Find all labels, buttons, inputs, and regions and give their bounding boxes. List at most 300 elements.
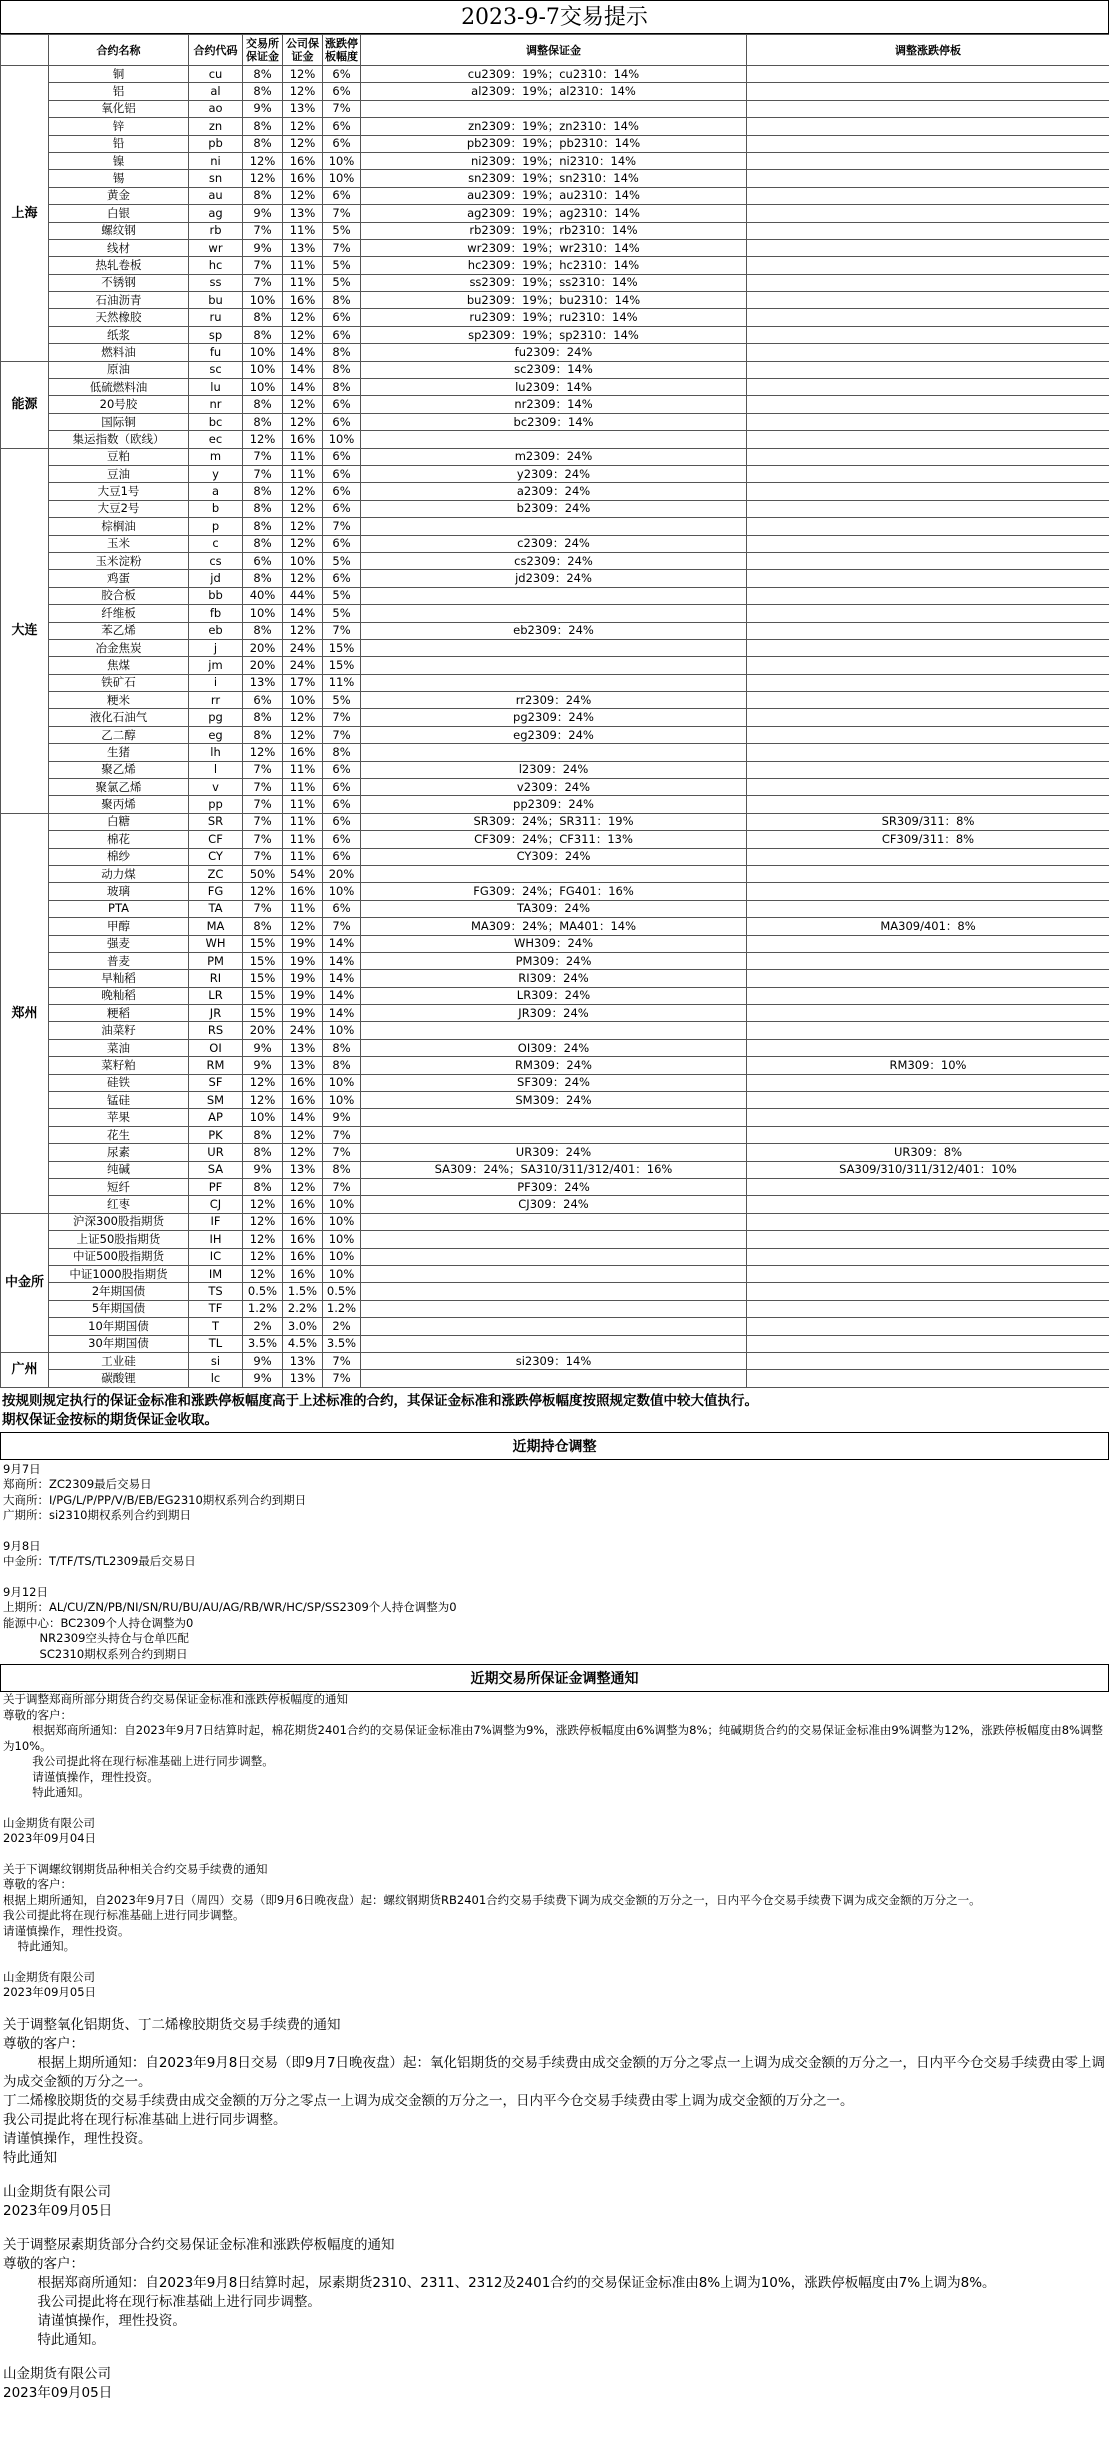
notice-line: 请谨慎操作，理性投资。 [3,1769,159,1784]
adjusted-limit-cell [747,483,1109,500]
exchange-margin-cell: 8% [243,66,283,83]
company-margin-cell: 14% [283,1109,323,1126]
margin-table-body [1,35,1109,1388]
adjusted-limit-cell [747,987,1109,1004]
notice-line [3,2168,1106,2183]
company-margin-cell: 19% [283,970,323,987]
table-row [1,1318,1109,1335]
limit-range-cell: 7% [323,1126,361,1143]
contract-code-cell: AP [189,1109,243,1126]
notice-line: 尊敬的客户： [3,2035,84,2052]
table-row [1,152,1109,169]
exchange-margin-cell: 8% [243,413,283,430]
adjusted-margin-cell: y2309：24% [361,465,747,482]
exchange-margin-cell: 7% [243,222,283,239]
adjusted-margin-cell [361,639,747,656]
adjusted-limit-cell [747,605,1109,622]
contract-name-cell: 国际铜 [49,413,189,430]
limit-range-cell: 1.2% [323,1300,361,1317]
contract-name-cell: 聚丙烯 [49,796,189,813]
limit-range-cell: 8% [323,1161,361,1178]
adjusted-limit-cell [747,883,1109,900]
company-margin-cell: 12% [283,918,323,935]
adjusted-margin-cell [361,1370,747,1387]
exchange-cell: 广州 [1,1352,49,1387]
company-margin-cell: 16% [283,1231,323,1248]
contract-name-cell: 苯乙烯 [49,622,189,639]
adjusted-limit-cell [747,1126,1109,1143]
table-row [1,813,1109,830]
exchange-margin-cell: 2% [243,1318,283,1335]
table-row [1,1074,1109,1091]
notice-line: 特此通知。 [3,1785,90,1800]
contract-name-cell: 豆粕 [49,448,189,465]
adjusted-limit-cell [747,66,1109,83]
contract-name-cell: 甲醇 [49,918,189,935]
contract-name-cell: 铅 [49,135,189,152]
company-margin-cell: 12% [283,413,323,430]
contract-code-cell: p [189,518,243,535]
contract-name-cell: PTA [49,900,189,917]
table-row [1,361,1109,378]
exchange-margin-cell: 20% [243,639,283,656]
limit-range-cell: 7% [323,239,361,256]
exchange-margin-cell: 7% [243,900,283,917]
exchange-margin-cell: 9% [243,1161,283,1178]
table-row [1,970,1109,987]
company-margin-cell: 12% [283,709,323,726]
limit-range-cell: 2% [323,1318,361,1335]
contract-code-cell: al [189,83,243,100]
table-row [1,1144,1109,1161]
company-margin-cell: 24% [283,657,323,674]
adjusted-margin-cell: ss2309：19%；ss2310：14% [361,274,747,291]
adjusted-limit-cell [747,1335,1109,1352]
company-margin-cell: 24% [283,1022,323,1039]
exchange-margin-cell: 15% [243,952,283,969]
rule-note-line: 期权保证金按标的期货保证金收取。 [2,1411,218,1428]
company-margin-cell: 11% [283,465,323,482]
company-margin-cell: 16% [283,1074,323,1091]
limit-range-cell: 10% [323,1213,361,1230]
adjusted-margin-cell: SA309：24%；SA310/311/312/401：16% [361,1161,747,1178]
company-margin-cell: 16% [283,883,323,900]
exchange-margin-cell: 8% [243,622,283,639]
position-date: 9月8日 [3,1538,41,1553]
company-margin-cell: 19% [283,952,323,969]
adjusted-margin-cell: JR309：24% [361,1005,747,1022]
company-margin-cell: 17% [283,674,323,691]
company-margin-cell: 12% [283,83,323,100]
exchange-margin-cell: 8% [243,709,283,726]
adjusted-limit-cell [747,796,1109,813]
contract-name-cell: 玉米淀粉 [49,552,189,569]
limit-range-cell: 7% [323,518,361,535]
exchange-cell: 郑州 [1,813,49,1213]
contract-name-cell: 上证50股指期货 [49,1231,189,1248]
contract-code-cell: JR [189,1005,243,1022]
contract-name-cell: 铝 [49,83,189,100]
adjusted-limit-cell [747,379,1109,396]
company-margin-cell: 10% [283,552,323,569]
exchange-margin-cell: 8% [243,570,283,587]
table-row [1,900,1109,917]
contract-name-cell: 黄金 [49,187,189,204]
exchange-margin-cell: 12% [243,1265,283,1282]
notice-title: 关于调整氧化铝期货、丁二烯橡胶期货交易手续费的通知 [3,2016,341,2033]
adjusted-margin-cell: b2309：24% [361,500,747,517]
exchange-cell: 大连 [1,448,49,813]
adjusted-limit-cell [747,239,1109,256]
adjusted-margin-cell: ag2309：19%；ag2310：14% [361,205,747,222]
company-margin-cell: 13% [283,1161,323,1178]
notice-line: 请谨慎操作，理性投资。 [3,2130,152,2147]
notice-title: 关于调整郑商所部分期货合约交易保证金标准和涨跌停板幅度的通知 [3,1692,348,1707]
adjusted-limit-cell: UR309：8% [747,1144,1109,1161]
company-margin-cell: 12% [283,570,323,587]
table-row [1,918,1109,935]
contract-code-cell: cs [189,552,243,569]
adjusted-margin-cell: SM309：24% [361,1092,747,1109]
exchange-margin-cell: 8% [243,726,283,743]
adjusted-margin-cell [361,1109,747,1126]
adjusted-margin-cell [361,431,747,448]
contract-name-cell: 10年期国债 [49,1318,189,1335]
table-row [1,448,1109,465]
table-row [1,865,1109,882]
company-margin-cell: 11% [283,222,323,239]
adjusted-limit-cell [747,744,1109,761]
exchange-margin-cell: 13% [243,674,283,691]
table-row [1,1126,1109,1143]
contract-code-cell: SR [189,813,243,830]
exchange-margin-cell: 15% [243,935,283,952]
adjusted-limit-cell [747,152,1109,169]
company-margin-cell: 16% [283,1248,323,1265]
company-margin-cell: 44% [283,587,323,604]
adjusted-margin-cell: bc2309：14% [361,413,747,430]
spacer [0,2221,1109,2236]
contract-name-cell: 尿素 [49,1144,189,1161]
adjusted-margin-cell: pg2309：24% [361,709,747,726]
adjusted-limit-cell [747,83,1109,100]
limit-range-cell: 5% [323,552,361,569]
exchange-margin-cell: 7% [243,465,283,482]
notice-line: 请谨慎操作，理性投资。 [3,1923,130,1938]
exchange-margin-cell: 8% [243,396,283,413]
contract-code-cell: sn [189,170,243,187]
adjusted-limit-cell [747,1092,1109,1109]
contract-code-cell: l [189,761,243,778]
limit-range-cell: 6% [323,500,361,517]
contract-code-cell: lc [189,1370,243,1387]
table-row [1,692,1109,709]
contract-code-cell: TS [189,1283,243,1300]
adjusted-margin-cell [361,1265,747,1282]
company-margin-cell: 12% [283,396,323,413]
limit-range-cell: 10% [323,1092,361,1109]
contract-name-cell: 5年期国债 [49,1300,189,1317]
contract-code-cell: c [189,535,243,552]
exchange-margin-cell: 50% [243,865,283,882]
limit-range-cell: 6% [323,118,361,135]
adjusted-margin-cell: ni2309：19%；ni2310：14% [361,152,747,169]
exchange-margin-cell: 12% [243,1213,283,1230]
adjusted-limit-cell [747,187,1109,204]
adjusted-margin-cell [361,1248,747,1265]
limit-range-cell: 14% [323,952,361,969]
exchange-margin-cell: 7% [243,274,283,291]
contract-name-cell: 粳稻 [49,1005,189,1022]
table-row [1,83,1109,100]
header-cell: 交易所保证金 [243,35,283,66]
notice-line: 尊敬的客户： [3,1707,72,1722]
company-margin-cell: 12% [283,500,323,517]
limit-range-cell: 6% [323,483,361,500]
table-row [1,1231,1109,1248]
adjusted-limit-cell [747,900,1109,917]
adjusted-margin-cell: UR309：24% [361,1144,747,1161]
company-margin-cell: 12% [283,726,323,743]
header-cell: 涨跌停板幅度 [323,35,361,66]
limit-range-cell: 6% [323,900,361,917]
contract-name-cell: 低硫燃料油 [49,379,189,396]
table-row [1,222,1109,239]
position-item: 中金所：T/TF/TS/TL2309最后交易日 [3,1554,196,1569]
contract-code-cell: RI [189,970,243,987]
limit-range-cell: 14% [323,1005,361,1022]
adjusted-limit-cell: CF309/311：8% [747,831,1109,848]
exchange-margin-cell: 12% [243,1092,283,1109]
contract-code-cell: bu [189,292,243,309]
limit-range-cell: 7% [323,205,361,222]
table-row [1,483,1109,500]
contract-code-cell: eb [189,622,243,639]
adjusted-margin-cell: bu2309：19%；bu2310：14% [361,292,747,309]
adjusted-margin-cell: lu2309：14% [361,379,747,396]
exchange-margin-cell: 15% [243,1005,283,1022]
contract-name-cell: 线材 [49,239,189,256]
table-row [1,952,1109,969]
notice-line [3,1801,1106,1816]
exchange-margin-cell: 8% [243,326,283,343]
table-row [1,1265,1109,1282]
adjusted-margin-cell: PM309：24% [361,952,747,969]
contract-code-cell: pg [189,709,243,726]
adjusted-limit-cell [747,257,1109,274]
header-cell: 调整涨跌停板 [747,35,1109,66]
exchange-margin-cell: 12% [243,431,283,448]
notice-title: 关于调整尿素期货部分合约交易保证金标准和涨跌停板幅度的通知 [3,2236,395,2253]
exchange-margin-cell: 8% [243,83,283,100]
company-margin-cell: 13% [283,205,323,222]
contract-code-cell: PF [189,1179,243,1196]
limit-range-cell: 11% [323,674,361,691]
company-margin-cell: 16% [283,152,323,169]
exchange-margin-cell: 7% [243,796,283,813]
company-margin-cell: 16% [283,292,323,309]
adjusted-limit-cell [747,1005,1109,1022]
exchange-margin-cell: 8% [243,118,283,135]
contract-code-cell: TA [189,900,243,917]
exchange-margin-cell: 9% [243,1370,283,1387]
adjusted-limit-cell [747,500,1109,517]
limit-range-cell: 7% [323,1352,361,1369]
adjusted-margin-cell: m2309：24% [361,448,747,465]
position-item: SC2310期权系列合约到期日 [3,1646,188,1661]
notice-line: 根据郑商所通知：自2023年9月8日结算时起，尿素期货2310、2311、2312及2401合约的交易保证金标准由8%上调为10%，涨跌停板幅度由7%上调为8%。 [3,2274,996,2291]
contract-code-cell: LR [189,987,243,1004]
limit-range-cell: 7% [323,1144,361,1161]
adjusted-margin-cell: a2309：24% [361,483,747,500]
header-cell: 公司保证金 [283,35,323,66]
adjusted-margin-cell: si2309：14% [361,1352,747,1369]
contract-name-cell: 棉纱 [49,848,189,865]
adjusted-limit-cell [747,657,1109,674]
notice-line: 我公司提此将在现行标准基础上进行同步调整。 [3,1754,274,1769]
exchange-margin-cell: 10% [243,379,283,396]
company-margin-cell: 3.0% [283,1318,323,1335]
company-margin-cell: 14% [283,361,323,378]
adjusted-limit-cell [747,865,1109,882]
contract-name-cell: 锡 [49,170,189,187]
contract-name-cell: 集运指数（欧线） [49,431,189,448]
contract-code-cell: CJ [189,1196,243,1213]
table-row [1,187,1109,204]
table-row [1,674,1109,691]
exchange-margin-cell: 8% [243,187,283,204]
spacer [0,1847,1109,1862]
adjusted-limit-cell [747,535,1109,552]
adjusted-limit-cell [747,274,1109,291]
contract-name-cell: 花生 [49,1126,189,1143]
table-row [1,657,1109,674]
spacer [0,2403,1109,2418]
contract-name-cell: 沪深300股指期货 [49,1213,189,1230]
contract-name-cell: 氧化铝 [49,100,189,117]
adjusted-margin-cell: al2309：19%；al2310：14% [361,83,747,100]
adjusted-margin-cell: l2309：24% [361,761,747,778]
table-row [1,205,1109,222]
contract-name-cell: 短纤 [49,1179,189,1196]
adjusted-limit-cell [747,118,1109,135]
contract-code-cell: CY [189,848,243,865]
limit-range-cell: 8% [323,1039,361,1056]
limit-range-cell: 6% [323,413,361,430]
adjusted-limit-cell [747,709,1109,726]
contract-name-cell: 焦煤 [49,657,189,674]
adjusted-limit-cell [747,326,1109,343]
adjusted-limit-cell [747,779,1109,796]
adjusted-margin-cell [361,1300,747,1317]
limit-range-cell: 7% [323,622,361,639]
table-row [1,1283,1109,1300]
table-header-row [1,35,1109,66]
company-margin-cell: 13% [283,1352,323,1369]
limit-range-cell: 6% [323,535,361,552]
notice-line: 根据上期所通知：自2023年9月8日交易（即9月7日晚夜盘）起：氧化铝期货的交易手续费由成交金额的万分之零点一上调为成交金额的万分之一，日内平今仓交易手续费由零上调为成交金额的万分之一。 [3,2054,1106,2090]
table-row [1,292,1109,309]
contract-code-cell: CF [189,831,243,848]
adjusted-margin-cell: sn2309：19%；sn2310：14% [361,170,747,187]
exchange-margin-cell: 10% [243,292,283,309]
limit-range-cell: 6% [323,187,361,204]
adjusted-limit-cell [747,1039,1109,1056]
table-row [1,622,1109,639]
notice-line: 请谨慎操作，理性投资。 [3,2312,186,2329]
company-margin-cell: 54% [283,865,323,882]
contract-name-cell: 苹果 [49,1109,189,1126]
contract-code-cell: RM [189,1057,243,1074]
limit-range-cell: 6% [323,66,361,83]
spacer [0,2001,1109,2016]
adjusted-limit-cell [747,570,1109,587]
table-row [1,274,1109,291]
contract-code-cell: m [189,448,243,465]
table-row [1,1300,1109,1317]
notice-line: 我公司提此将在现行标准基础上进行同步调整。 [3,2111,287,2128]
table-row [1,66,1109,83]
exchange-margin-cell: 8% [243,135,283,152]
adjusted-limit-cell [747,1231,1109,1248]
contract-code-cell: rb [189,222,243,239]
company-margin-cell: 13% [283,100,323,117]
limit-range-cell: 5% [323,605,361,622]
contract-code-cell: PK [189,1126,243,1143]
exchange-margin-cell: 7% [243,813,283,830]
contract-code-cell: fb [189,605,243,622]
contract-name-cell: 锰硅 [49,1092,189,1109]
table-row [1,500,1109,517]
notice [0,2236,1109,2403]
adjusted-limit-cell [747,1213,1109,1230]
contract-name-cell: 工业硅 [49,1352,189,1369]
adjusted-limit-cell [747,935,1109,952]
table-row [1,779,1109,796]
exchange-margin-cell: 12% [243,1074,283,1091]
header-cell [1,35,49,66]
table-row [1,1109,1109,1126]
limit-range-cell: 10% [323,1231,361,1248]
table-row [1,1213,1109,1230]
adjusted-limit-cell [747,309,1109,326]
adjusted-limit-cell [747,205,1109,222]
table-row [1,100,1109,117]
contract-name-cell: 玻璃 [49,883,189,900]
adjusted-limit-cell [747,518,1109,535]
table-row [1,1005,1109,1022]
limit-range-cell: 6% [323,309,361,326]
company-margin-cell: 13% [283,1057,323,1074]
notice-line: 山金期货有限公司 [3,2183,111,2200]
limit-range-cell: 10% [323,1022,361,1039]
contract-name-cell: 天然橡胶 [49,309,189,326]
contract-code-cell: pb [189,135,243,152]
table-row [1,796,1109,813]
adjusted-limit-cell [747,448,1109,465]
header-cell: 合约代码 [189,35,243,66]
table-row [1,1179,1109,1196]
contract-name-cell: 热轧卷板 [49,257,189,274]
limit-range-cell: 8% [323,292,361,309]
exchange-cell: 能源 [1,361,49,448]
adjusted-margin-cell [361,744,747,761]
contract-name-cell: 鸡蛋 [49,570,189,587]
contract-code-cell: RS [189,1022,243,1039]
contract-name-cell: 原油 [49,361,189,378]
table-row [1,118,1109,135]
notice-line: 2023年09月05日 [3,2384,113,2401]
